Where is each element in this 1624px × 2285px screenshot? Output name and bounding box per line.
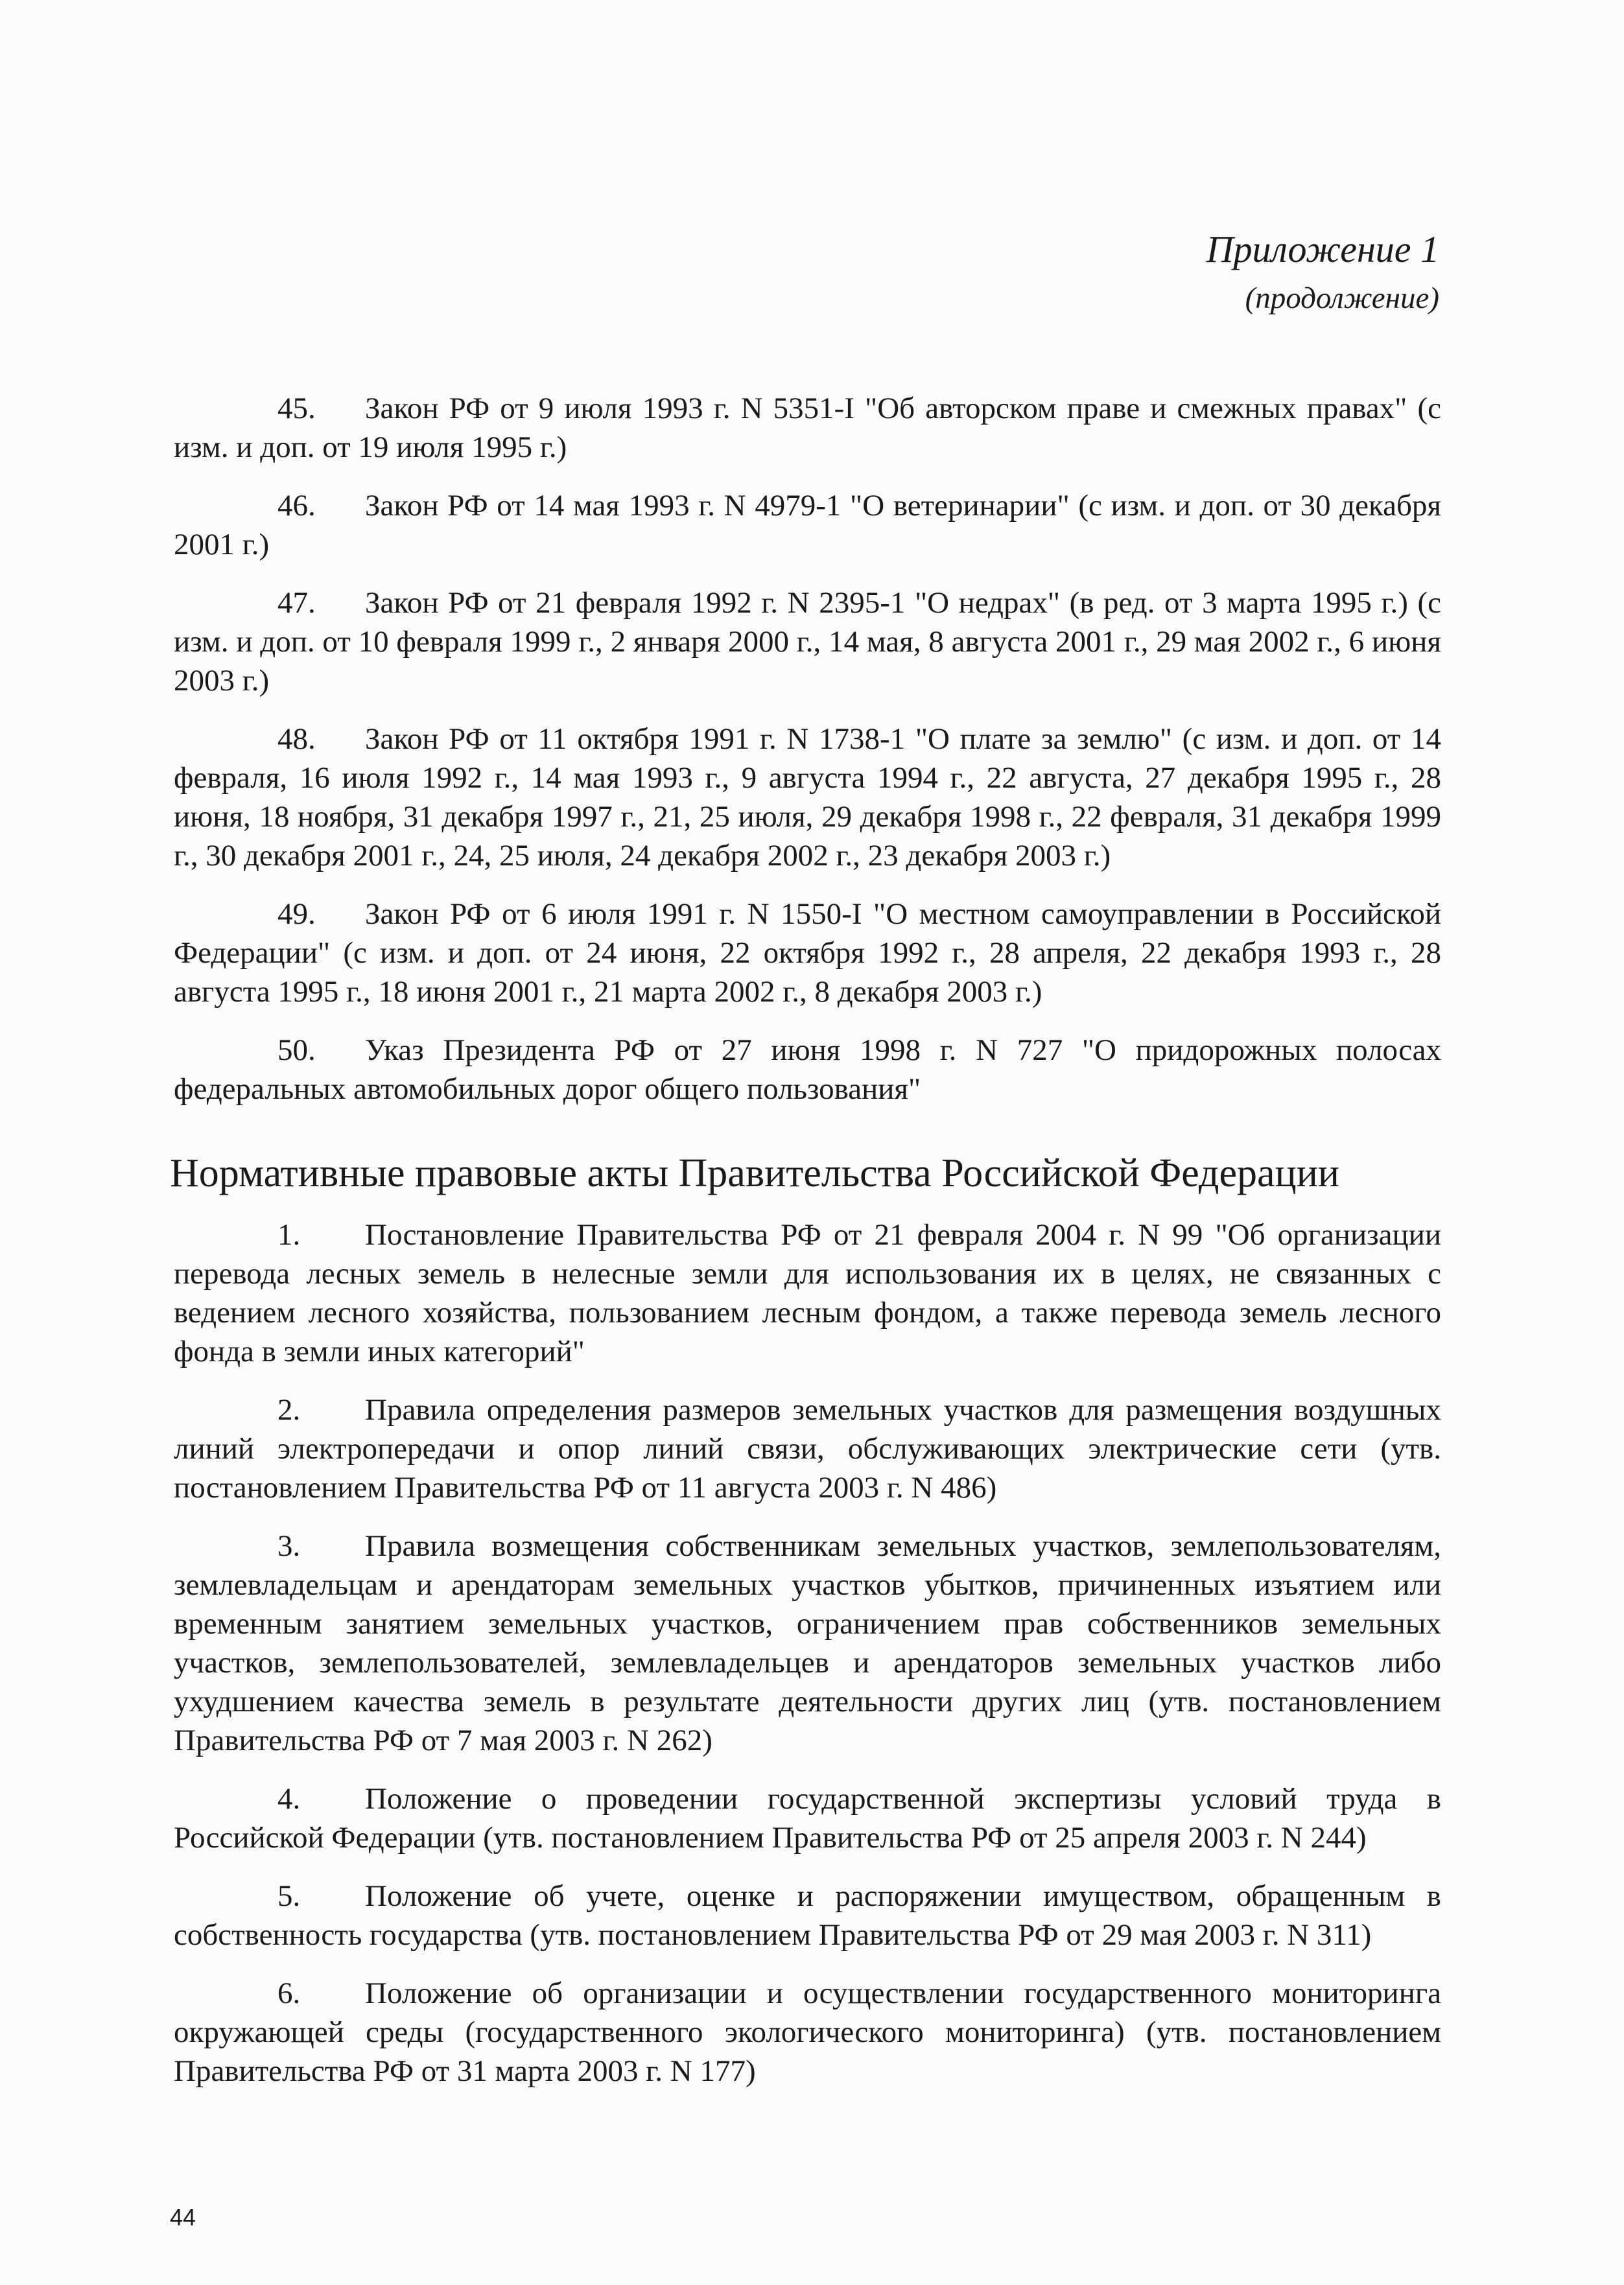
item-number: 49. [277,897,316,931]
gov-acts-list [174,1215,1441,2110]
item-text: Закон РФ от 9 июля 1993 г. N 5351-I "Об авторском праве и смежных правах" (с изм. и доп. от 19 июля 1995 г.) [174,392,1441,464]
list-item [174,720,1441,875]
item-text: Правила возмещения собственникам земельных участков, землепользователям, землевладельцам и арендаторам земельных участков убытков, причиненных изъятием или временным занятием земельных участков, ограничением прав собственников земельных участков, землепользователей, землевладельцев и арендаторов земельных участков либо ухудшением качества земель в результате деятельности других лиц (утв. постановлением Правительства РФ от 7 мая 2003 г. N 262) [174,1529,1441,1757]
item-number: 46. [277,489,316,522]
list-item [174,389,1441,467]
list-item [174,1779,1441,1857]
list-item [174,1390,1441,1507]
item-number: 6. [277,1976,301,2010]
item-number: 50. [277,1033,316,1067]
appendix-title: Приложение 1 [1206,228,1439,270]
list-item [174,895,1441,1011]
item-text: Закон РФ от 21 февраля 1992 г. N 2395-1 "О недрах" (в ред. от 3 марта 1995 г.) (с изм. и доп. от 10 февраля 1999 г., 2 января 2000 г., 14 мая, 8 августа 2001 г., 29 мая 2002 г., 6 июня 2003 г.) [174,586,1441,697]
item-number: 47. [277,586,316,620]
appendix-subtitle: (продолжение) [1245,281,1439,315]
page-number: 44 [170,2204,196,2231]
item-number: 5. [277,1879,301,1913]
item-text: Правила определения размеров земельных участков для размещения воздушных линий электропередачи и опор линий связи, обслуживающих электрические сети (утв. постановлением Правительства РФ от 11 августа 2003 г. N 486) [174,1393,1441,1505]
appendix-header [1206,224,1439,321]
item-text: Указ Президента РФ от 27 июня 1998 г. N 727 "О придорожных полосах федеральных автомобильных дорог общего пользования" [174,1033,1441,1106]
list-item [174,486,1441,564]
section-heading: Нормативные правовые акты Правительства Российской Федерации [170,1151,1340,1195]
item-text: Закон РФ от 6 июля 1991 г. N 1550-I "О местном самоуправлении в Российской Федерации" (с изм. и доп. от 24 июня, 22 октября 1992 г., 28 апреля, 22 декабря 1993 г., 28 августа 1995 г., 18 июня 2001 г., 21 марта 2002 г., 8 декабря 2003 г.) [174,897,1441,1009]
list-item [174,583,1441,700]
item-number: 48. [277,722,316,756]
item-text: Положение о проведении государственной экспертизы условий труда в Российской Федерации (утв. постановлением Правительства РФ от 25 апреля 2003 г. N 244) [174,1782,1441,1855]
list-item [174,1031,1441,1108]
item-number: 1. [277,1218,301,1252]
item-text: Положение об организации и осуществлении государственного мониторинга окружающей среды (государственного экологического мониторинга) (утв. постановлением Правительства РФ от 31 марта 2003 г. N 177) [174,1976,1441,2088]
item-text: Закон РФ от 14 мая 1993 г. N 4979-1 "О ветеринарии" (с изм. и доп. от 30 декабря 2001 г.) [174,489,1441,561]
item-text: Положение об учете, оценке и распоряжении имуществом, обращенным в собственность государства (утв. постановлением Правительства РФ от 29 мая 2003 г. N 311) [174,1879,1441,1952]
list-item [174,1215,1441,1371]
list-item [174,1974,1441,2091]
list-item [174,1877,1441,1954]
item-text: Закон РФ от 11 октября 1991 г. N 1738-1 "О плате за землю" (с изм. и доп. от 14 февраля, 16 июля 1992 г., 14 мая 1993 г., 9 августа 1994 г., 22 августа, 27 декабря 1995 г., 28 июня, 18 ноября, 31 декабря 1997 г., 21, 25 июля, 29 декабря 1998 г., 22 февраля, 31 декабря 1999 г., 30 декабря 2001 г., 24, 25 июля, 24 декабря 2002 г., 23 декабря 2003 г.) [174,722,1441,873]
item-number: 45. [277,392,316,425]
item-number: 4. [277,1782,301,1816]
laws-list [174,389,1441,1128]
item-number: 2. [277,1393,301,1427]
item-text: Постановление Правительства РФ от 21 февраля 2004 г. N 99 "Об организации перевода лесных земель в нелесные земли для использования их в целях, не связанных с ведением лесного хозяйства, пользованием лесным фондом, а также перевода земель лесного фонда в земли иных категорий" [174,1218,1441,1368]
list-item [174,1527,1441,1760]
item-number: 3. [277,1529,301,1563]
